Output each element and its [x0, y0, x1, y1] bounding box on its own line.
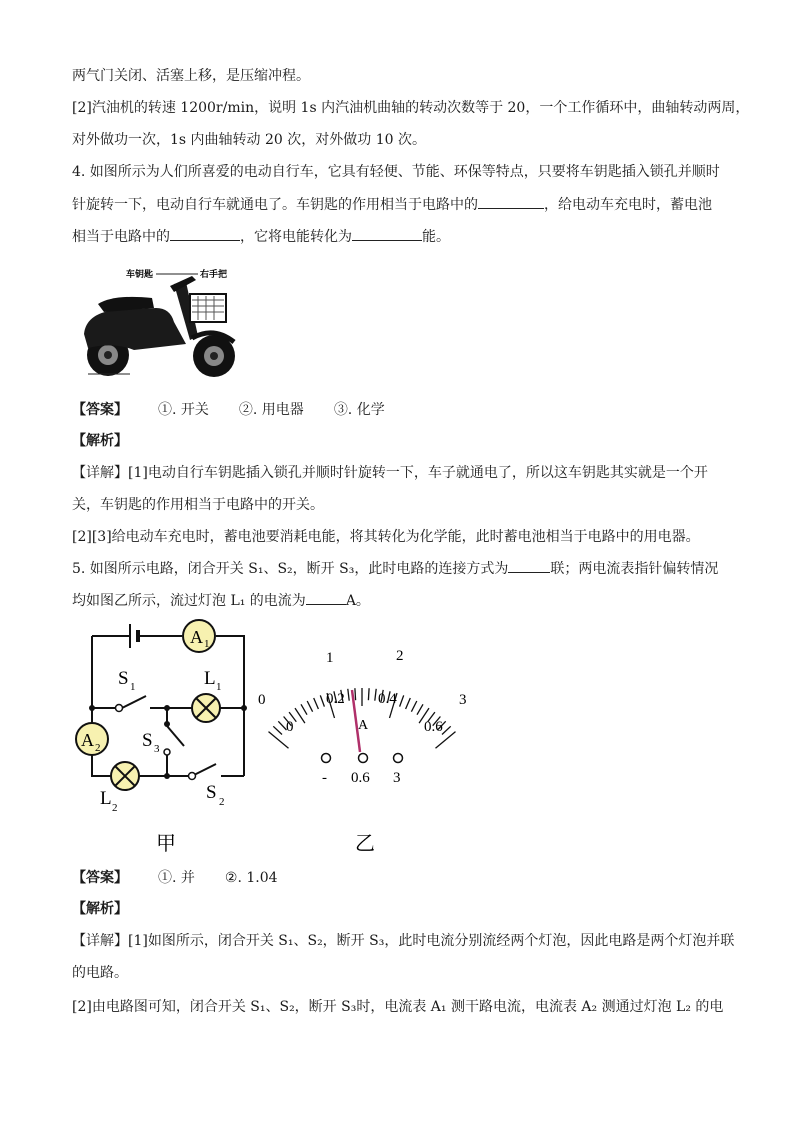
lamp-l1-subscript: 1 — [216, 681, 222, 693]
ammeter-a1-subscript: 1 — [204, 638, 210, 650]
ammeter-a2-label: A — [81, 730, 94, 750]
dial-tick — [400, 695, 404, 706]
answer-blank — [352, 227, 422, 241]
answer-item: ①. 并 — [158, 870, 195, 886]
lamp-l1-label: L — [204, 668, 216, 689]
switch-s2-subscript: 2 — [219, 796, 225, 808]
ammeter-a1-label: A — [190, 627, 203, 647]
terminal-0-6 — [359, 754, 368, 763]
text-segment: 均如图乙所示，流过灯泡 L₁ 的电流为 — [72, 593, 306, 609]
dial-bottom-label: 0.4 — [378, 691, 397, 707]
text-line: [2]汽油机的转速 1200r/min，说明 1s 内汽油机曲轴的转动次数等于 20，一个工作循环中，曲轴转动两周， — [72, 100, 750, 116]
figure-caption-yi: 乙 — [355, 833, 375, 855]
question-5-line2 — [72, 591, 370, 610]
text-segment: 相当于电路中的 — [72, 229, 170, 245]
dial-bottom-label: 0.2 — [326, 691, 345, 707]
detail-line: [2]由电路图可知，闭合开关 S₁、S₂，断开 S₃时，电流表 A₁ 测干路电流，电流表 A₂ 测通过灯泡 L₂ 的电 — [72, 999, 724, 1015]
detail-line: [2][3]给电动车充电时，蓄电池要消耗电能，将其转化为化学能，此时蓄电池相当于电路中的用电器。 — [72, 529, 700, 545]
dial-top-label: 2 — [396, 648, 404, 664]
dial-bottom-label: 0 — [286, 719, 294, 735]
terminal-negative — [322, 754, 331, 763]
dial-top-label: 3 — [459, 692, 467, 708]
answer-blank — [306, 591, 346, 605]
switch-s1-subscript: 1 — [130, 681, 136, 693]
answer-item: ③. 化学 — [333, 402, 385, 418]
text-segment: A。 — [345, 593, 370, 609]
answer-item: ①. 开关 — [158, 402, 209, 418]
detail-line: 关，车钥匙的作用相当于电路中的开关。 — [72, 497, 324, 513]
ammeter-a2-subscript: 2 — [95, 742, 101, 754]
answer-5-row — [72, 869, 278, 887]
text-segment: ，它将电能转化为 — [240, 229, 352, 245]
dial-top-label: 1 — [326, 650, 334, 666]
text-segment: 针旋转一下，电动自行车就通电了。车钥匙的作用相当于电路中的 — [72, 197, 478, 213]
dial-tick — [417, 704, 423, 714]
lamp-l2-label: L — [100, 788, 112, 809]
dial-top-label: 0 — [258, 692, 266, 708]
ammeter-dial-figure — [252, 640, 482, 860]
question-4-stem: 4. 如图所示为人们所喜爱的电动自行车，它具有轻便、节能、环保等特点，只要将车钥匙插入锁孔并顺时 — [72, 164, 720, 180]
answer-tag: 【答案】 — [72, 402, 128, 418]
answer-4-row — [72, 401, 385, 419]
switch-s3-subscript: 3 — [154, 743, 160, 755]
terminal-label: - — [322, 770, 327, 786]
text-line: 对外做功一次，1s 内曲轴转动 20 次，对外做功 10 次。 — [72, 132, 426, 148]
question-4-line2 — [72, 195, 712, 214]
switch-s2-label: S — [206, 782, 217, 803]
dial-tick — [314, 698, 319, 709]
answer-item: ②. 1.04 — [224, 870, 278, 886]
analysis-tag: 【解析】 — [72, 901, 128, 917]
dial-tick — [368, 688, 369, 700]
e-bike-figure — [74, 264, 246, 382]
answer-tag: 【答案】 — [72, 870, 128, 886]
text-segment: ，给电动车充电时，蓄电池 — [544, 197, 712, 213]
answer-item: ②. 用电器 — [238, 402, 304, 418]
answer-blank — [170, 227, 240, 241]
dial-tick — [442, 726, 451, 734]
detail-line: 【详解】[1]电动自行车钥匙插入锁孔并顺时针旋转一下，车子就通电了，所以这车钥匙其实就是一个开 — [72, 465, 708, 481]
analysis-tag: 【解析】 — [72, 433, 128, 449]
terminal-label: 0.6 — [351, 770, 370, 786]
dial-tick — [355, 688, 356, 700]
dial-tick — [348, 689, 349, 701]
key-label: 车钥匙 — [126, 269, 154, 279]
terminal-label: 3 — [393, 770, 401, 786]
dial-tick — [273, 726, 282, 734]
detail-line: 【详解】[1]如图所示，闭合开关 S₁、S₂，断开 S₃，此时电流分别流经两个灯泡，因此电路是两个灯泡并联 — [72, 933, 735, 949]
dial-tick — [307, 701, 312, 712]
dial-tick — [295, 708, 305, 723]
switch-s3-label: S — [142, 730, 153, 751]
figure-caption-jia: 甲 — [156, 833, 176, 855]
circuit-diagram — [66, 618, 266, 858]
dial-unit-label: A — [358, 718, 369, 733]
dial-tick — [411, 701, 416, 712]
dial-tick — [301, 704, 307, 714]
dial-tick — [375, 689, 376, 701]
question-5-stem — [72, 559, 718, 578]
answer-blank — [478, 195, 544, 209]
switch-s1-label: S — [118, 668, 129, 689]
dial-bottom-label: 0.6 — [424, 719, 443, 735]
text-line: 两气门关闭、活塞上移，是压缩冲程。 — [72, 68, 310, 84]
text-segment: 能。 — [422, 229, 450, 245]
terminal-3 — [394, 754, 403, 763]
lamp-l2-subscript: 2 — [112, 802, 118, 814]
handle-label: 右手把 — [200, 269, 228, 279]
text-segment: 5. 如图所示电路，闭合开关 S₁、S₂，断开 S₃，此时电路的连接方式为 — [72, 561, 509, 577]
question-4-line3 — [72, 227, 450, 246]
answer-blank — [508, 559, 550, 573]
dial-tick — [320, 695, 324, 706]
detail-line: 的电路。 — [72, 965, 128, 981]
text-segment: 联；两电流表指针偏转情况 — [550, 561, 719, 577]
dial-tick — [406, 698, 411, 709]
